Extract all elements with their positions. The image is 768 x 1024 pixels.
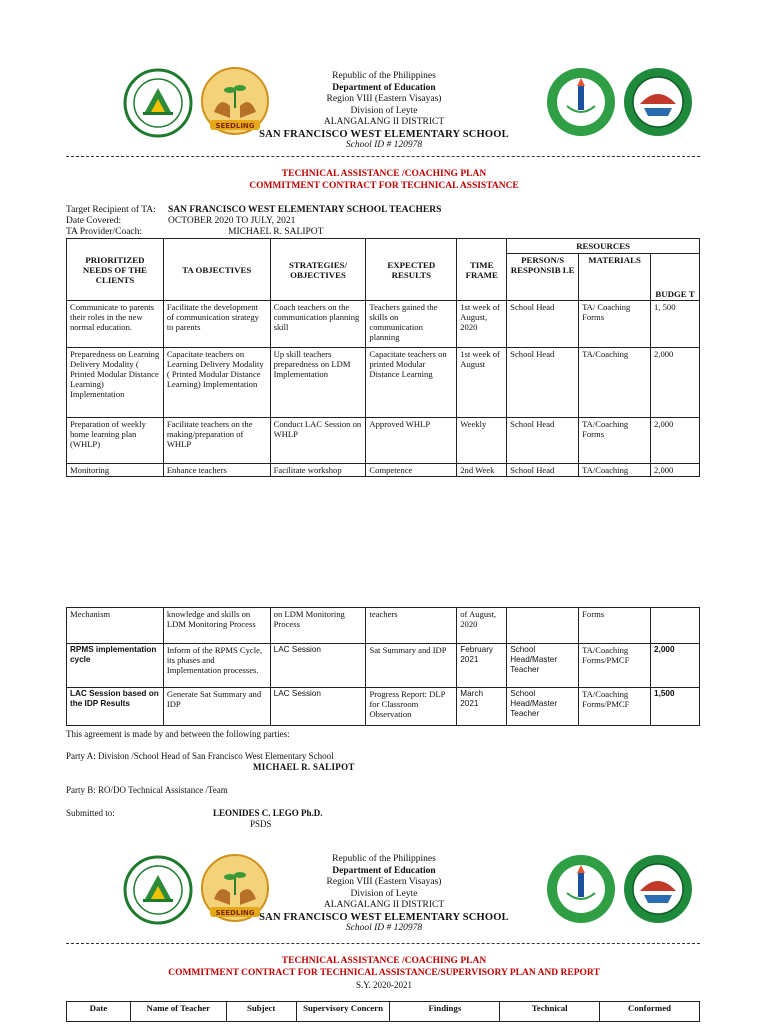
recipient-label: Target Recipient of TA: bbox=[66, 205, 156, 215]
region-line: Region VIII (Eastern Visayas) bbox=[326, 877, 442, 887]
party-b-text: Party B: RO/DO Technical Assistance /Team bbox=[66, 785, 228, 795]
republic-line: Republic of the Philippines bbox=[332, 854, 436, 864]
cell-material: TA/Coaching Forms/PMCF bbox=[579, 688, 651, 726]
district-line: ALANGALANG II DISTRICT bbox=[323, 900, 445, 910]
cell-budget: 2,000 bbox=[651, 418, 700, 464]
col-strategies: STRATEGIES/ OBJECTIVES bbox=[270, 239, 366, 301]
cell-strategy: on LDM Monitoring Process bbox=[270, 608, 366, 644]
cell-result: Approved WHLP bbox=[366, 418, 457, 464]
cell-person: School Head/Master Teacher bbox=[507, 644, 579, 688]
col-findings: Findings bbox=[390, 1002, 500, 1022]
col-needs: PRIORITIZED NEEDS OF THE CLIENTS bbox=[67, 239, 164, 301]
col-materials: MATERIALS bbox=[579, 254, 651, 301]
cell-result: teachers bbox=[366, 608, 457, 644]
header-block-2 bbox=[0, 848, 768, 948]
cell-time: of August, 2020 bbox=[457, 608, 507, 644]
cell-budget: 2,000 bbox=[651, 348, 700, 418]
cell-person: School Head bbox=[507, 301, 579, 348]
col-time: TIME FRAME bbox=[457, 239, 507, 301]
cell-objective: knowledge and skills on LDM Monitoring Process bbox=[163, 608, 270, 644]
cell-time: 2nd Week bbox=[457, 464, 507, 477]
cell-objective: Generate Sat Summary and IDP bbox=[163, 688, 270, 726]
col-subject: Subject bbox=[226, 1002, 296, 1022]
deped-line: Department of Education bbox=[332, 82, 436, 93]
division-line: Division of Leyte bbox=[350, 888, 418, 899]
submitted-label: Submitted to: bbox=[66, 808, 115, 818]
col-teacher: Name of Teacher bbox=[130, 1002, 226, 1022]
plan1-title-2: COMMITMENT CONTRACT FOR TECHNICAL ASSISTANCE bbox=[249, 181, 519, 191]
table-row bbox=[67, 464, 700, 477]
cell-need: Preparedness on Learning Delivery Modality ( Printed Modular Distance Learning) Implementation bbox=[67, 348, 164, 418]
school-name: SAN FRANCISCO WEST ELEMENTARY SCHOOL bbox=[259, 911, 509, 923]
school-id: School ID # 120978 bbox=[345, 923, 423, 933]
table-row bbox=[67, 301, 700, 348]
cell-need: Monitoring bbox=[67, 464, 164, 477]
cell-material: TA/Coaching Forms/PMCF bbox=[579, 644, 651, 688]
col-objectives: TA OBJECTIVES bbox=[163, 239, 270, 301]
col-concern: Supervisory Concern bbox=[296, 1002, 390, 1022]
cell-result: Competence bbox=[366, 464, 457, 477]
cell-objective: Enhance teachers bbox=[163, 464, 270, 477]
header-text-1 bbox=[0, 71, 768, 152]
cell-budget: 1,500 bbox=[651, 688, 700, 726]
cell-person: School Head bbox=[507, 418, 579, 464]
provider-value: MICHAEL R. SALIPOT bbox=[228, 227, 324, 237]
cell-person: School Head bbox=[507, 348, 579, 418]
col-conformed: Conformed bbox=[600, 1002, 700, 1022]
cell-objective: Facilitate the development of communication strategy to parents bbox=[163, 301, 270, 348]
cell-need: RPMS implementation cycle bbox=[67, 644, 164, 688]
col-resources: RESOURCES bbox=[507, 239, 700, 254]
region-line: Region VIII (Eastern Visayas) bbox=[326, 94, 442, 104]
svg-text:SEEDLING: SEEDLING bbox=[215, 122, 255, 130]
col-budget: BUDGE T bbox=[651, 254, 700, 301]
cell-result: Progress Report: DLP for Classroom Observation bbox=[366, 688, 457, 726]
recipient-value: SAN FRANCISCO WEST ELEMENTARY SCHOOL TEACHERS bbox=[168, 205, 442, 215]
cell-budget: 2,000 bbox=[651, 644, 700, 688]
provider-label: TA Provider/Coach: bbox=[66, 227, 143, 237]
cell-person: School Head/Master Teacher bbox=[507, 688, 579, 726]
cell-strategy: Up skill teachers preparedness on LDM Implementation bbox=[270, 348, 366, 418]
party-a-text: Party A: Division /School Head of San Francisco West Elementary School bbox=[66, 751, 334, 761]
cell-result: Capacitate teachers on printed Modular Distance Learning bbox=[366, 348, 457, 418]
party-a-name: MICHAEL R. SALIPOT bbox=[253, 762, 355, 772]
header-text-2 bbox=[0, 854, 768, 935]
table-row bbox=[67, 418, 700, 464]
cell-objective: Capacitate teachers on Learning Delivery Modality ( Printed Modular Distance Learning) Implementation bbox=[163, 348, 270, 418]
col-technical: Technical bbox=[500, 1002, 600, 1022]
plan2-title-2: COMMITMENT CONTRACT FOR TECHNICAL ASSISTANCE/SUPERVISORY PLAN AND REPORT bbox=[168, 968, 600, 978]
agreement-text: This agreement is made by and between the following parties: bbox=[66, 729, 290, 739]
header-block-1 bbox=[0, 0, 768, 160]
cell-strategy: LAC Session bbox=[270, 644, 366, 688]
cell-material: TA/ Coaching Forms bbox=[579, 301, 651, 348]
cell-time: March 2021 bbox=[457, 688, 507, 726]
table-header-row bbox=[67, 239, 700, 254]
col-date: Date bbox=[67, 1002, 131, 1022]
submitted-title: PSDS bbox=[250, 819, 272, 829]
ta-plan-table-continued bbox=[66, 607, 700, 726]
cell-material: TA/Coaching bbox=[579, 464, 651, 477]
cell-person bbox=[507, 608, 579, 644]
cell-strategy: LAC Session bbox=[270, 688, 366, 726]
cell-need: LAC Session based on the IDP Results bbox=[67, 688, 164, 726]
date-label: Date Covered: bbox=[66, 216, 122, 226]
cell-budget: 2,000 bbox=[651, 464, 700, 477]
cell-time: 1st week of August, 2020 bbox=[457, 301, 507, 348]
division-line: Division of Leyte bbox=[350, 105, 418, 116]
cell-budget: 1, 500 bbox=[651, 301, 700, 348]
cell-time: February 2021 bbox=[457, 644, 507, 688]
cell-time: 1st week of August bbox=[457, 348, 507, 418]
divider-1 bbox=[66, 156, 700, 157]
svg-text:SEEDLING: SEEDLING bbox=[215, 909, 255, 917]
plan2-title-1: TECHNICAL ASSISTANCE /COACHING PLAN bbox=[281, 956, 487, 966]
cell-strategy: Coach teachers on the communication planning skill bbox=[270, 301, 366, 348]
divider-2 bbox=[66, 943, 700, 944]
district-line: ALANGALANG II DISTRICT bbox=[323, 117, 445, 127]
cell-time: Weekly bbox=[457, 418, 507, 464]
col-results: EXPECTED RESULTS bbox=[366, 239, 457, 301]
cell-objective: Inform of the RPMS Cycle, its phases and Implementation processes. bbox=[163, 644, 270, 688]
supervisory-table bbox=[66, 1001, 700, 1022]
school-id: School ID # 120978 bbox=[345, 140, 423, 150]
cell-result: Teachers gained the skills on communication planning bbox=[366, 301, 457, 348]
table-row bbox=[67, 644, 700, 688]
cell-need: Communicate to parents their roles in the new normal education. bbox=[67, 301, 164, 348]
cell-person: School Head bbox=[507, 464, 579, 477]
submitted-name: LEONIDES C. LEGO Ph.D. bbox=[213, 808, 323, 818]
col-persons: PERSON/S RESPONSIB LE bbox=[507, 254, 579, 301]
cell-need: Mechanism bbox=[67, 608, 164, 644]
table-row bbox=[67, 608, 700, 644]
date-value: OCTOBER 2020 TO JULY, 2021 bbox=[168, 216, 296, 226]
plan1-title-1: TECHNICAL ASSISTANCE /COACHING PLAN bbox=[281, 169, 487, 179]
cell-strategy: Conduct LAC Session on WHLP bbox=[270, 418, 366, 464]
plan2-school-year: S.Y. 2020-2021 bbox=[355, 980, 413, 990]
school-name: SAN FRANCISCO WEST ELEMENTARY SCHOOL bbox=[259, 128, 509, 140]
republic-line: Republic of the Philippines bbox=[332, 71, 436, 81]
cell-material: TA/Coaching Forms bbox=[579, 418, 651, 464]
deped-line: Department of Education bbox=[332, 865, 436, 876]
cell-result: Sat Summary and IDP bbox=[366, 644, 457, 688]
cell-need: Preparation of weekly home learning plan (WHLP) bbox=[67, 418, 164, 464]
cell-budget bbox=[651, 608, 700, 644]
cell-strategy: Facilitate workshop bbox=[270, 464, 366, 477]
cell-material: TA/Coaching bbox=[579, 348, 651, 418]
table-row bbox=[67, 348, 700, 418]
table-row bbox=[67, 688, 700, 726]
cell-objective: Facilitate teachers on the making/preparation of WHLP bbox=[163, 418, 270, 464]
table-header-row bbox=[67, 1002, 700, 1022]
ta-plan-table bbox=[66, 238, 700, 477]
cell-material: Forms bbox=[579, 608, 651, 644]
